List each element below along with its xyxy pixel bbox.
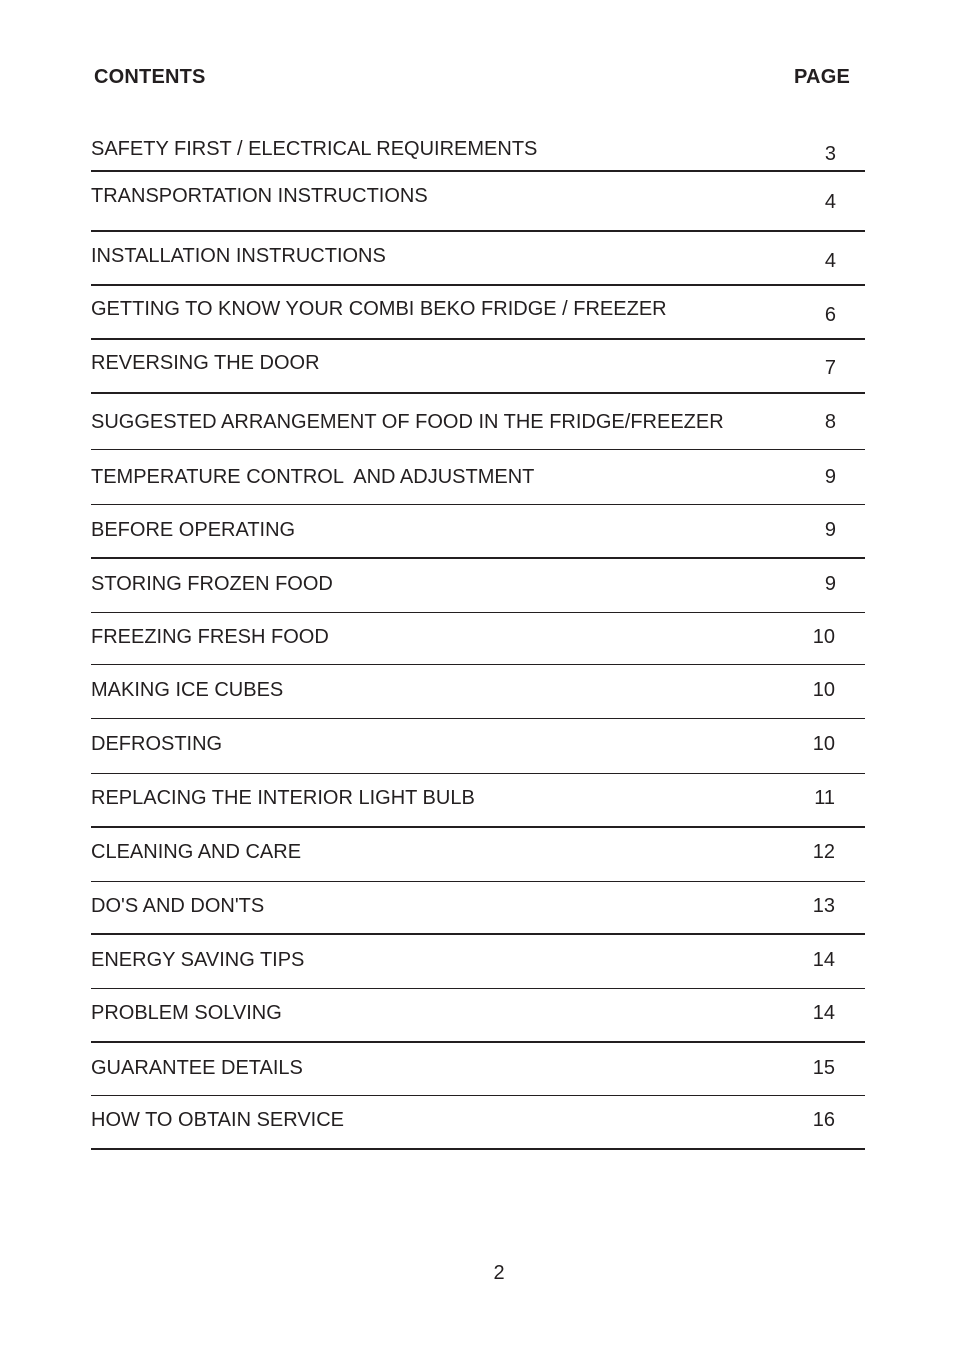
toc-row [91,989,865,1043]
toc-entry-page: 9 [824,466,836,488]
toc-entry-title: PROBLEM SOLVING [91,1002,282,1024]
toc-entry-page: 10 [812,679,835,701]
toc-entry-page: 12 [812,841,835,863]
toc-entry-title: REPLACING THE INTERIOR LIGHT BULB [91,787,475,809]
toc-entry-title: MAKING ICE CUBES [91,679,284,701]
toc-entry-page: 7 [824,357,836,379]
toc-entry-title: GUARANTEE DETAILS [91,1057,303,1079]
toc-row [91,394,865,450]
toc-entry-page: 4 [824,191,836,213]
toc-row [91,450,865,505]
toc-row [91,935,865,989]
toc-row [91,1096,865,1150]
toc-entry-title: SAFETY FIRST / ELECTRICAL REQUIREMENTS [91,138,538,160]
toc-entry-page: 13 [812,895,835,917]
toc-entry-page: 14 [812,949,835,971]
toc-entry-title: BEFORE OPERATING [91,519,296,541]
table-of-contents [91,118,865,1150]
toc-row [91,232,865,286]
toc-entry-title: DO'S AND DON'TS [91,895,265,917]
toc-entry-title: STORING FROZEN FOOD [91,573,333,595]
toc-row [91,118,865,172]
toc-entry-page: 6 [824,304,836,326]
toc-row [91,774,865,828]
toc-entry-page: 10 [812,733,835,755]
toc-entry-page: 16 [812,1109,835,1131]
toc-row [91,828,865,882]
toc-row [91,559,865,613]
toc-entry-page: 10 [812,626,835,648]
toc-row [91,286,865,340]
toc-entry-title: ENERGY SAVING TIPS [91,949,305,971]
toc-row [91,505,865,559]
toc-entry-title: FREEZING FRESH FOOD [91,626,329,648]
toc-row [91,172,865,232]
toc-entry-page: 15 [812,1057,835,1079]
toc-entry-title: TRANSPORTATION INSTRUCTIONS [91,185,428,207]
toc-entry-page: 4 [824,250,836,272]
page-number: 2 [493,1262,505,1284]
toc-row [91,882,865,935]
toc-entry-page: 14 [812,1002,835,1024]
toc-entry-title: REVERSING THE DOOR [91,352,320,374]
page-column-heading: PAGE [794,66,850,88]
toc-row [91,719,865,774]
contents-heading: CONTENTS [94,66,206,88]
toc-entry-title: TEMPERATURE CONTROL AND ADJUSTMENT [91,466,535,488]
toc-entry-page: 9 [824,519,836,541]
toc-row [91,665,865,719]
toc-entry-title: HOW TO OBTAIN SERVICE [91,1109,345,1131]
toc-row [91,1043,865,1096]
toc-entry-title: SUGGESTED ARRANGEMENT OF FOOD IN THE FRIDGE/FREEZER [91,411,724,433]
toc-entry-title: GETTING TO KNOW YOUR COMBI BEKO FRIDGE / FREEZER [91,298,667,320]
toc-entry-page: 9 [824,573,836,595]
toc-entry-title: INSTALLATION INSTRUCTIONS [91,245,386,267]
toc-row [91,340,865,394]
toc-entry-title: CLEANING AND CARE [91,841,302,863]
toc-row [91,613,865,665]
toc-entry-page: 8 [824,411,836,433]
toc-entry-title: DEFROSTING [91,733,223,755]
toc-entry-page: 11 [814,787,835,809]
toc-entry-page: 3 [824,143,836,165]
